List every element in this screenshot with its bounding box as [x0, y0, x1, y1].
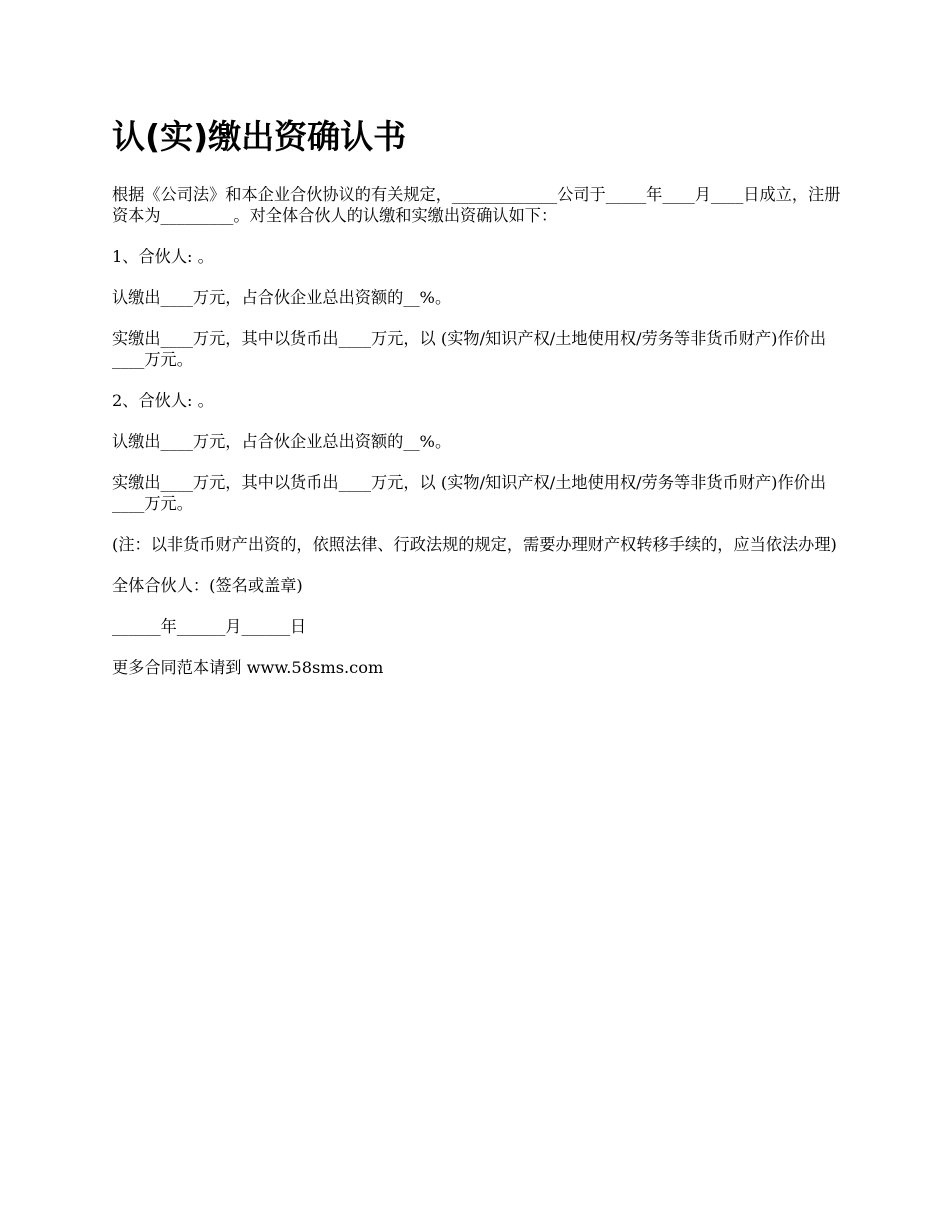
partner-2-heading: 2、合伙人: 。 [112, 391, 214, 410]
document-page [112, 112, 842, 698]
footer-link-text: 更多合同范本请到 www.58sms.com [112, 658, 384, 677]
date-line: ______年______月______日 [112, 617, 307, 636]
partner-2-paid: 实缴出____万元，其中以货币出____万元，以 (实物/知识产权/土地使用权/劳务等非货币财产)作价出____万元。 [112, 473, 827, 513]
partner-1-subscribed: 认缴出____万元，占合伙企业总出资额的__%。 [112, 288, 452, 307]
partner-2-subscribed: 认缴出____万元，占合伙企业总出资额的__%。 [112, 432, 452, 451]
intro-paragraph: 根据《公司法》和本企业合伙协议的有关规定，_____________公司于_____年____月____日成立，注册资本为_________。对全体合伙人的认缴和实缴出资确认如下： [112, 185, 841, 225]
note-paragraph: (注：以非货币财产出资的，依照法律、行政法规的规定，需要办理财产权转移手续的，应当依法办理) [112, 535, 837, 554]
partner-1-heading: 1、合伙人: 。 [112, 247, 214, 266]
signature-line: 全体合伙人：(签名或盖章) [112, 576, 303, 595]
partner-1-paid: 实缴出____万元，其中以货币出____万元，以 (实物/知识产权/土地使用权/劳务等非货币财产)作价出____万元。 [112, 329, 827, 369]
document-title: 认(实)缴出资确认书 [112, 117, 407, 156]
